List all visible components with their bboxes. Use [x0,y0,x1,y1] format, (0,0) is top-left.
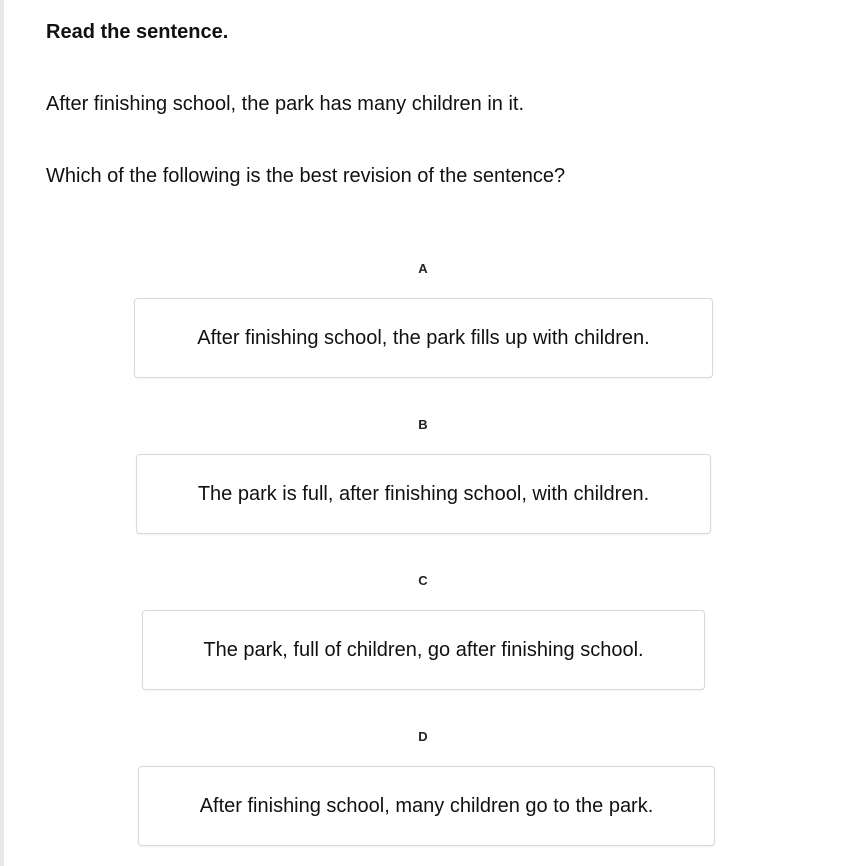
option-a-button[interactable] [134,298,713,378]
option-b-button[interactable] [136,454,711,534]
option-c-button[interactable] [142,610,705,690]
option-c-letter: C [418,573,428,588]
option-a-letter: A [418,261,428,276]
option-a-text: After finishing school, the park fills up with children. [197,327,650,349]
option-d-button[interactable] [138,766,715,846]
sentence-text: After finishing school, the park has many children in it. [46,93,525,115]
question-prompt: Which of the following is the best revision of the sentence? [46,165,566,187]
option-b-letter: B [418,417,428,432]
option-d-text: After finishing school, many children go to the park. [199,795,654,817]
option-c-text: The park, full of children, go after finishing school. [203,639,644,661]
instruction-heading: Read the sentence. [46,21,229,43]
option-b-text: The park is full, after finishing school, with children. [197,483,650,505]
option-d-letter: D [418,729,428,744]
